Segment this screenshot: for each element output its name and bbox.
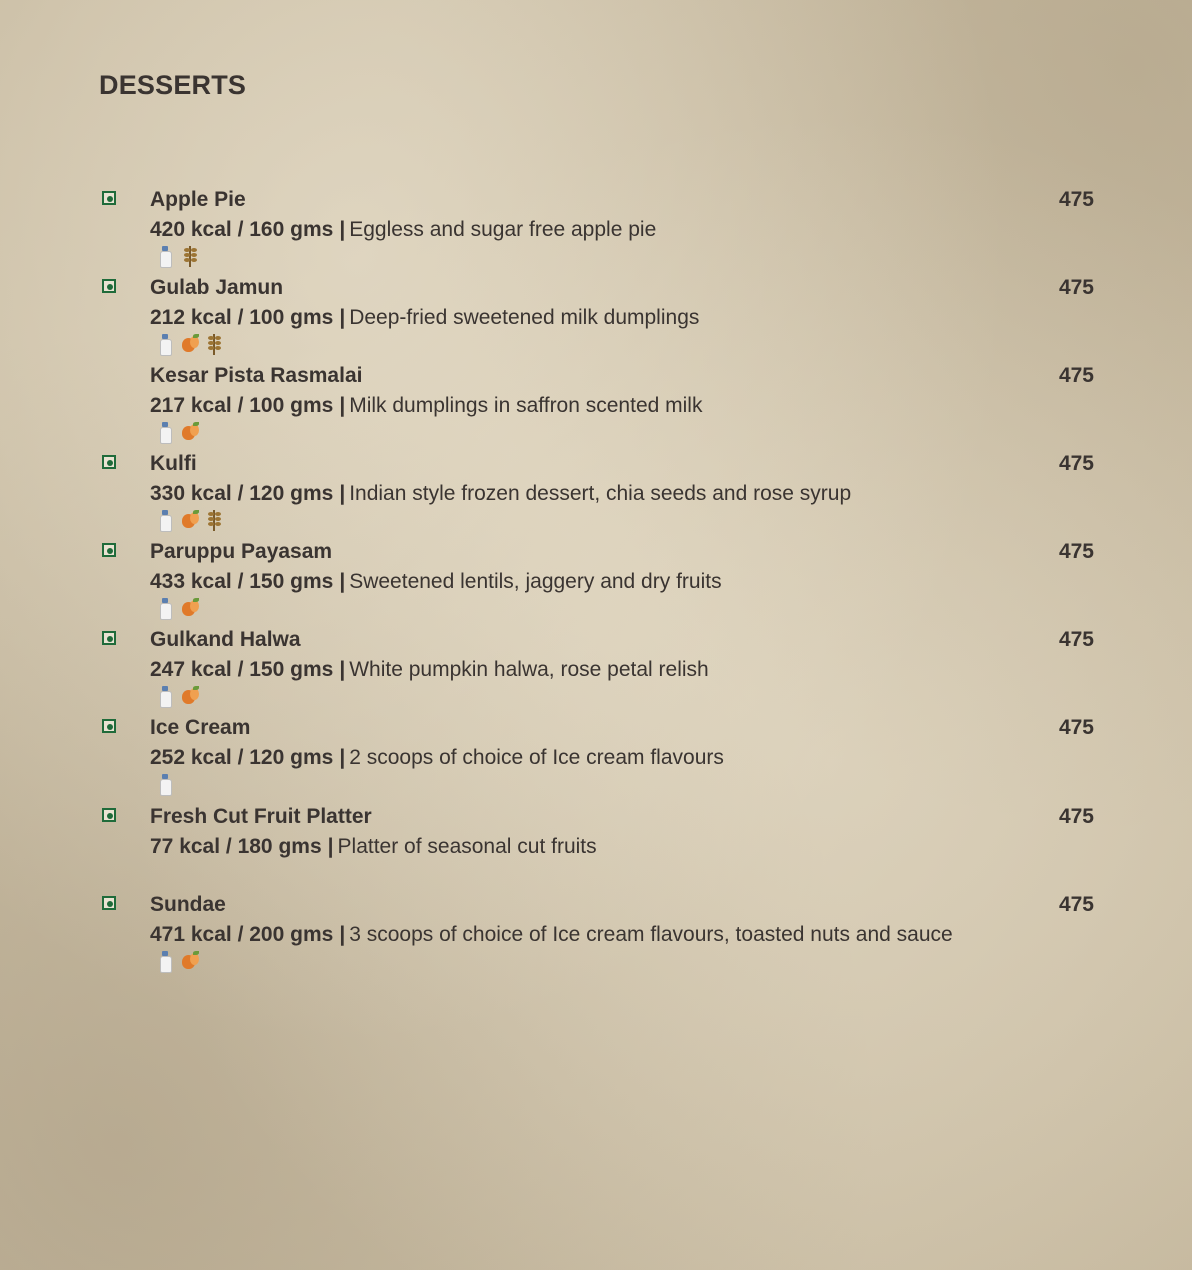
item-price: 475 xyxy=(1058,276,1094,299)
item-price: 475 xyxy=(1058,188,1094,211)
item-description: Deep-fried sweetened milk dumplings xyxy=(349,306,700,329)
nuts-icon xyxy=(181,509,199,531)
item-calories: 420 kcal / 160 gms xyxy=(150,218,334,241)
item-calories: 433 kcal / 150 gms xyxy=(150,570,334,593)
allergen-icons xyxy=(157,420,199,444)
wheat-icon xyxy=(181,245,199,267)
item-description: Milk dumplings in saffron scented milk xyxy=(349,394,703,417)
item-price: 475 xyxy=(1058,540,1094,563)
wheat-icon xyxy=(205,333,223,355)
item-name: Sundae xyxy=(150,893,226,916)
milk-icon xyxy=(157,773,175,795)
milk-icon xyxy=(157,421,175,443)
item-description-line xyxy=(150,482,851,506)
menu-item xyxy=(0,718,1192,798)
item-description-line xyxy=(150,746,724,770)
allergen-icons xyxy=(157,508,223,532)
item-description: Platter of seasonal cut fruits xyxy=(337,835,597,858)
item-separator: | xyxy=(339,658,346,681)
item-name: Gulab Jamun xyxy=(150,276,284,299)
item-calories: 77 kcal / 180 gms xyxy=(150,835,322,858)
nuts-icon xyxy=(181,421,199,443)
item-separator: | xyxy=(339,923,346,946)
item-name: Kesar Pista Rasmalai xyxy=(150,364,363,387)
item-calories: 252 kcal / 120 gms xyxy=(150,746,334,769)
allergen-icons xyxy=(157,332,223,356)
item-name: Ice Cream xyxy=(150,716,251,739)
item-calories: 247 kcal / 150 gms xyxy=(150,658,334,681)
item-separator: | xyxy=(339,570,346,593)
item-name: Gulkand Halwa xyxy=(150,628,301,651)
menu-item xyxy=(0,630,1192,710)
allergen-icons xyxy=(157,596,199,620)
item-calories: 212 kcal / 100 gms xyxy=(150,306,334,329)
item-description-line xyxy=(150,394,702,418)
nuts-icon xyxy=(181,333,199,355)
milk-icon xyxy=(157,950,175,972)
menu-item xyxy=(0,278,1192,358)
milk-icon xyxy=(157,597,175,619)
allergen-icons xyxy=(157,949,199,973)
item-separator: | xyxy=(327,835,334,858)
item-price: 475 xyxy=(1058,805,1094,828)
menu-item xyxy=(0,366,1192,446)
item-description: White pumpkin halwa, rose petal relish xyxy=(349,658,709,681)
item-calories: 217 kcal / 100 gms xyxy=(150,394,334,417)
item-description: Eggless and sugar free apple pie xyxy=(349,218,657,241)
item-description: Indian style frozen dessert, chia seeds and rose syrup xyxy=(349,482,852,505)
allergen-icons xyxy=(157,772,175,796)
item-description-line xyxy=(150,306,699,330)
nuts-icon xyxy=(181,685,199,707)
allergen-icons xyxy=(157,244,199,268)
item-description-line xyxy=(150,835,597,859)
menu-item xyxy=(0,454,1192,534)
item-separator: | xyxy=(339,482,346,505)
milk-icon xyxy=(157,509,175,531)
item-name: Apple Pie xyxy=(150,188,246,211)
item-name: Fresh Cut Fruit Platter xyxy=(150,805,372,828)
nuts-icon xyxy=(181,950,199,972)
item-separator: | xyxy=(339,306,346,329)
wheat-icon xyxy=(205,509,223,531)
item-name: Kulfi xyxy=(150,452,197,475)
allergen-icons xyxy=(157,684,199,708)
item-description: 2 scoops of choice of Ice cream flavours xyxy=(349,746,724,769)
item-calories: 330 kcal / 120 gms xyxy=(150,482,334,505)
item-price: 475 xyxy=(1058,364,1094,387)
item-separator: | xyxy=(339,394,346,417)
item-name: Paruppu Payasam xyxy=(150,540,333,563)
section-title: DESSERTS xyxy=(99,70,247,100)
veg-mark-icon xyxy=(102,631,116,645)
veg-mark-icon xyxy=(102,719,116,733)
veg-mark-icon xyxy=(102,279,116,293)
item-price: 475 xyxy=(1058,893,1094,916)
milk-icon xyxy=(157,685,175,707)
item-description-line xyxy=(150,570,722,594)
nuts-icon xyxy=(181,597,199,619)
milk-icon xyxy=(157,245,175,267)
item-separator: | xyxy=(339,746,346,769)
item-description-line xyxy=(150,218,656,242)
item-separator: | xyxy=(339,218,346,241)
item-description: 3 scoops of choice of Ice cream flavours, toasted nuts and sauce xyxy=(349,923,953,946)
menu-item xyxy=(0,542,1192,622)
item-calories: 471 kcal / 200 gms xyxy=(150,923,334,946)
item-description: Sweetened lentils, jaggery and dry fruits xyxy=(349,570,722,593)
veg-mark-icon xyxy=(102,543,116,557)
menu-item xyxy=(0,895,1192,975)
item-description-line xyxy=(150,923,953,947)
milk-icon xyxy=(157,333,175,355)
item-price: 475 xyxy=(1058,452,1094,475)
veg-mark-icon xyxy=(102,455,116,469)
item-price: 475 xyxy=(1058,716,1094,739)
veg-mark-icon xyxy=(102,808,116,822)
item-price: 475 xyxy=(1058,628,1094,651)
menu-item xyxy=(0,190,1192,270)
veg-mark-icon xyxy=(102,191,116,205)
item-description-line xyxy=(150,658,709,682)
veg-mark-icon xyxy=(102,896,116,910)
menu-item xyxy=(0,807,1192,887)
